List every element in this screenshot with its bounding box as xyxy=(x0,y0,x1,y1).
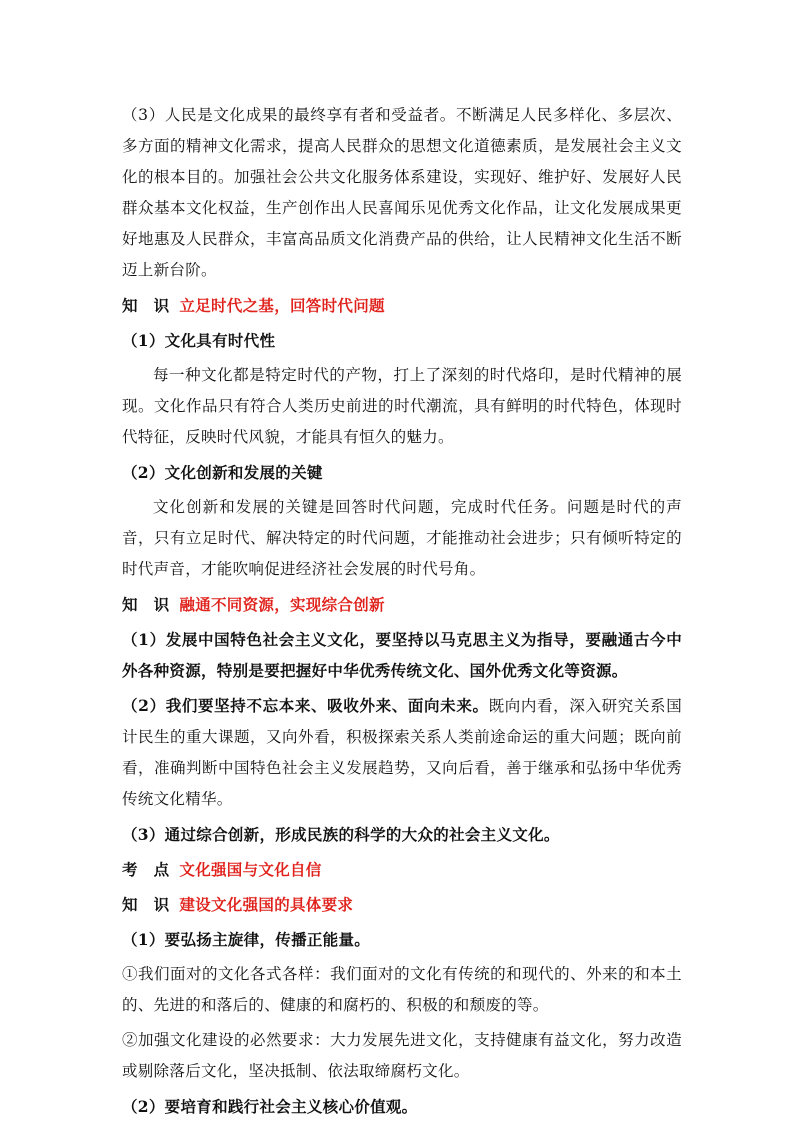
knowledge-heading-2 xyxy=(122,589,682,620)
exam-point-label: 考 点 xyxy=(122,860,170,879)
exam-point-heading xyxy=(122,854,682,885)
paragraph-three-directions-head: （2）我们要坚持不忘本来、吸收外来、面向未来。 xyxy=(122,696,489,715)
knowledge-heading-1 xyxy=(122,290,682,321)
subheading-innovation-key: （2）文化创新和发展的关键 xyxy=(122,463,323,482)
paragraph-diverse-cultures: ①我们面对的文化各式各样：我们面对的文化有传统的和现代的、外来的和本土的、先进的和落后的、健康的和腐朽的、积极的和颓废的等。 xyxy=(122,965,682,1014)
paragraph-era-character: 每一种文化都是特定时代的产物，打上了深刻的时代烙印，是时代精神的展现。文化作品只有符合人类历史前进的时代潮流，具有鲜明的时代特色，体现时代特征，反映时代风貌，才能具有恒久的魅力。 xyxy=(122,366,682,446)
paragraph-innovation-key: 文化创新和发展的关键是回答时代问题，完成时代任务。问题是时代的声音，只有立足时代、解决特定的时代问题，才能推动社会进步；只有倾听特定的时代声音，才能吹响促进经济社会发展的时代号角。 xyxy=(122,498,682,578)
paragraph-three-directions-body: 既向内看，深入研究关系国计民生的重大课题，又向外看，积极探索关系人类前途命运的重大问题；既向前看，准确判断中国特色社会主义发展趋势，又向后看，善于继承和弘扬中华优秀传统文化精华。 xyxy=(122,697,682,808)
subheading-core-values: （2）要培育和践行社会主义核心价值观。 xyxy=(122,1097,418,1116)
knowledge-heading-3 xyxy=(122,889,682,920)
knowledge-label: 知 识 xyxy=(122,895,170,914)
paragraph-three-directions xyxy=(122,690,682,815)
paragraph-develop-socialist-culture: （1）发展中国特色社会主义文化，要坚持以马克思主义为指导，要融通古今中外各种资源，特别是要把握好中华优秀传统文化、国外优秀文化等资源。 xyxy=(122,630,682,680)
knowledge-title: 融通不同资源，实现综合创新 xyxy=(179,595,385,614)
knowledge-title: 建设文化强国的具体要求 xyxy=(179,895,354,914)
knowledge-label: 知 识 xyxy=(122,296,170,315)
subheading-main-melody: （1）要弘扬主旋律，传播正能量。 xyxy=(122,930,371,949)
subheading-era-character: （1）文化具有时代性 xyxy=(122,331,276,350)
knowledge-label: 知 识 xyxy=(122,595,170,614)
paragraph-culture-requirements: ②加强文化建设的必然要求：大力发展先进文化，支持健康有益文化，努力改造或剔除落后文化，坚决抵制、依法取缔腐朽文化。 xyxy=(122,1031,682,1080)
paragraph-people-culture: （3）人民是文化成果的最终享有者和受益者。不断满足人民多样化、多层次、多方面的精神文化需求，提高人民群众的思想文化道德素质，是发展社会主义文化的根本目的。加强社会公共文化服务体系建设，实现好、维护好、发展好人民群众基本文化权益，生产创作出人民喜闻乐见优秀文化作品，让文化发展成果更好地惠及人民群众，丰富高品质文化消费产品的供给，让人民精神文化生活不断迈上新台阶。 xyxy=(122,106,682,279)
exam-point-title: 文化强国与文化自信 xyxy=(179,860,322,879)
paragraph-comprehensive-innovation: （3）通过综合创新，形成民族的科学的大众的社会主义文化。 xyxy=(122,825,560,844)
knowledge-title: 立足时代之基，回答时代问题 xyxy=(179,296,385,315)
